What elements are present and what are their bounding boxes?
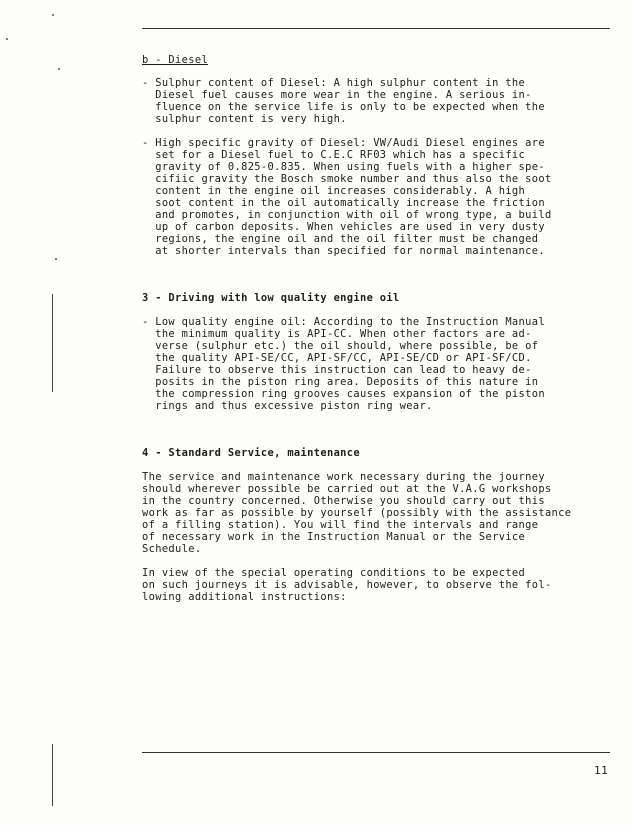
- section-3-heading: 3 - Driving with low quality engine oil: [142, 292, 400, 304]
- text-line: - Sulphur content of Diesel: A high sulphur content in the: [142, 77, 526, 89]
- scan-speck: [58, 68, 60, 70]
- text-line: and promotes, in conjunction with oil of wrong type, a build: [142, 209, 552, 221]
- text-line: of necessary work in the Instruction Manual or the Service: [142, 531, 526, 543]
- text-line: verse (sulphur etc.) the oil should, where possible, be of: [142, 340, 539, 352]
- text-line: the compression ring grooves causes expansion of the piston: [142, 388, 545, 400]
- section-4-heading: 4 - Standard Service, maintenance: [142, 447, 360, 459]
- text-line: posits in the piston ring area. Deposits of this nature in: [142, 376, 539, 388]
- text-line: Failure to observe this instruction can lead to heavy de-: [142, 364, 532, 376]
- text-line: of a filling station). You will find the intervals and range: [142, 519, 539, 531]
- bottom-rule: [142, 752, 610, 753]
- text-line: Diesel fuel causes more wear in the engine. A serious in-: [142, 89, 532, 101]
- scan-speck: [55, 258, 57, 260]
- scan-speck: [6, 38, 8, 40]
- text-line: should wherever possible be carried out at the V.A.G workshops: [142, 483, 552, 495]
- text-line: sulphur content is very high.: [142, 113, 347, 125]
- text-line: content in the engine oil increases considerably. A high: [142, 185, 526, 197]
- text-line: In view of the special operating conditions to be expected: [142, 567, 526, 579]
- text-line: set for a Diesel fuel to C.E.C RF03 which has a specific: [142, 149, 526, 161]
- text-line: rings and thus excessive piston ring wear.: [142, 400, 433, 412]
- text-line: the minimum quality is API-CC. When other factors are ad-: [142, 328, 532, 340]
- text-line: soot content in the oil automatically increase the friction: [142, 197, 545, 209]
- text-line: work as far as possible by yourself (possibly with the assistance: [142, 507, 572, 519]
- section-b-heading: b - Diesel: [142, 54, 209, 66]
- top-rule: [142, 28, 610, 29]
- text-line: the quality API-SE/CC, API-SF/CC, API-SE/CD or API-SF/CD.: [142, 352, 532, 364]
- text-line: cifiic gravity the Bosch smoke number and thus also the soot: [142, 173, 552, 185]
- text-line: Schedule.: [142, 543, 202, 555]
- text-line: in the country concerned. Otherwise you should carry out this: [142, 495, 545, 507]
- text-line: - High specific gravity of Diesel: VW/Audi Diesel engines are: [142, 137, 545, 149]
- page-number: 11: [594, 764, 609, 777]
- text-line: gravity of 0.825-0.835. When using fuels with a higher spe-: [142, 161, 545, 173]
- text-line: fluence on the service life is only to be expected when the: [142, 101, 545, 113]
- scan-speck: [52, 14, 54, 16]
- text-line: lowing additional instructions:: [142, 591, 347, 603]
- text-line: regions, the engine oil and the oil filter must be changed: [142, 233, 539, 245]
- text-line: at shorter intervals than specified for normal maintenance.: [142, 245, 545, 257]
- margin-mark: [52, 744, 53, 806]
- text-line: up of carbon deposits. When vehicles are used in very dusty: [142, 221, 545, 233]
- text-line: on such journeys it is advisable, however, to observe the fol-: [142, 579, 552, 591]
- margin-mark: [52, 294, 53, 392]
- text-line: - Low quality engine oil: According to the Instruction Manual: [142, 316, 545, 328]
- text-line: The service and maintenance work necessary during the journey: [142, 471, 545, 483]
